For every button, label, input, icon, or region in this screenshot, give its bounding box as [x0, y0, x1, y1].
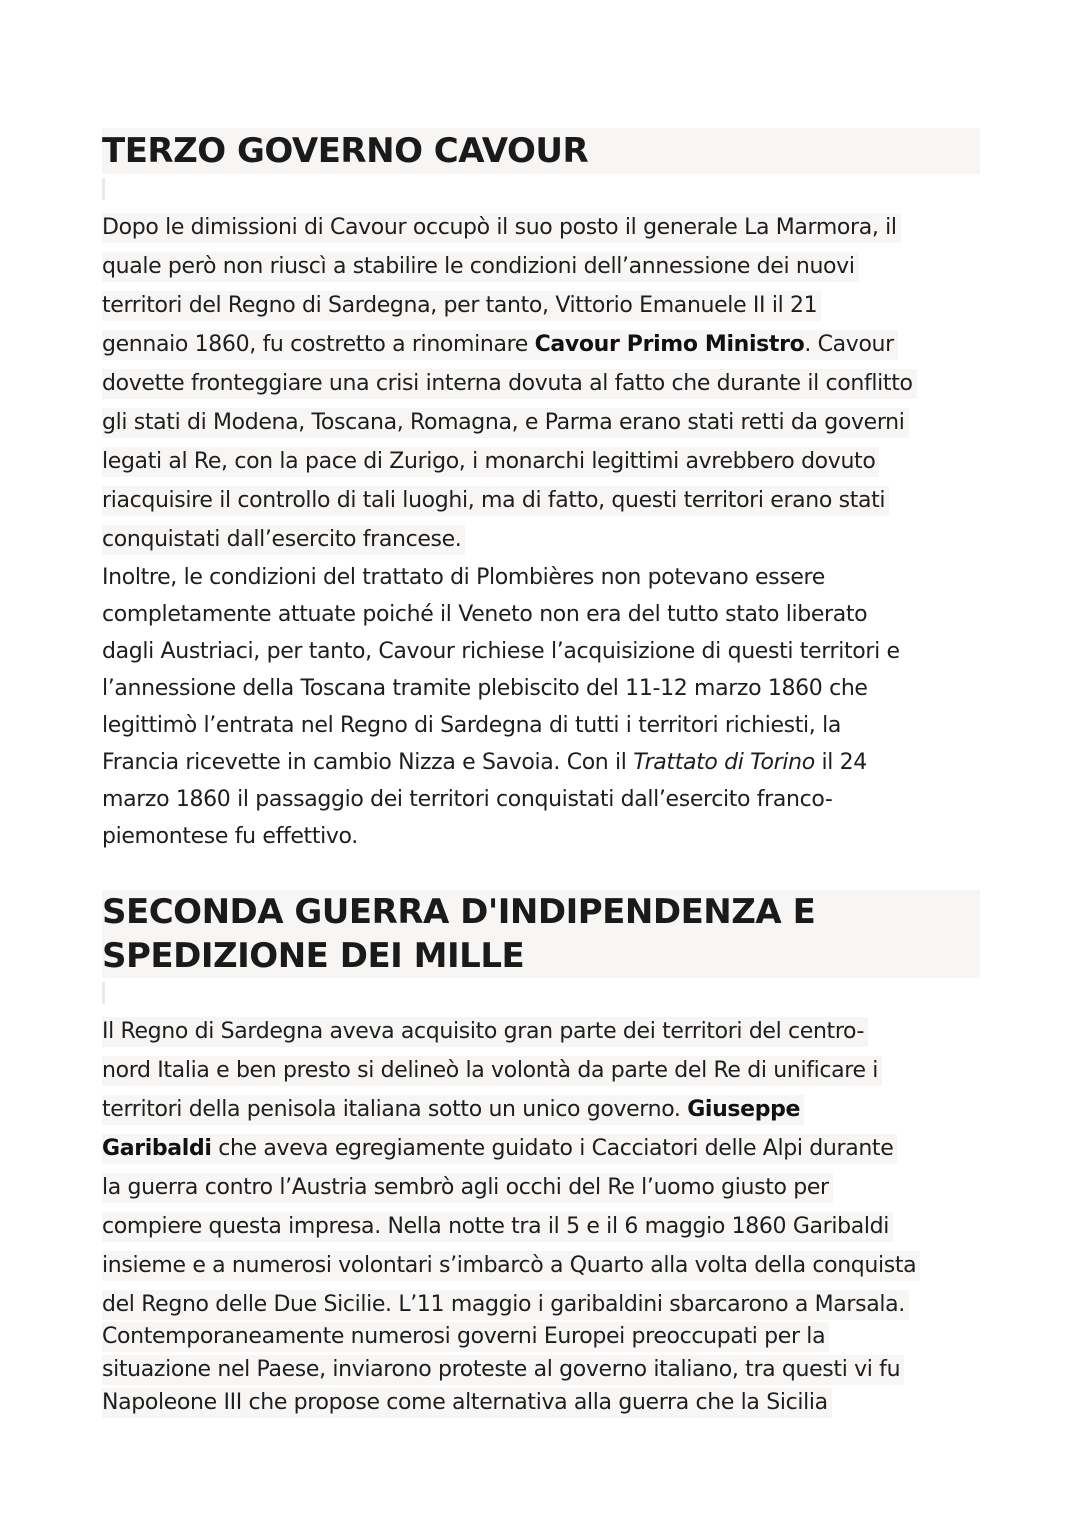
paragraph-line: gli stati di Modena, Toscana, Romagna, e Parma erano stati retti da governi: [102, 408, 909, 438]
paragraph-line: del Regno delle Due Sicilie. L’11 maggio i garibaldini sbarcarono a Marsala.: [102, 1290, 909, 1320]
paragraph-line: piemontese fu effettivo.: [102, 824, 358, 849]
bold-text: Giuseppe: [687, 1097, 801, 1122]
paragraph-line: Contemporaneamente numerosi governi Europei preoccupati per la: [102, 1322, 829, 1352]
paragraph-line: dagli Austriaci, per tanto, Cavour richiese l’acquisizione di questi territori e: [102, 639, 900, 664]
paragraph-line: l’annessione della Toscana tramite plebiscito del 11-12 marzo 1860 che: [102, 676, 868, 701]
paragraph-line: Napoleone III che propose come alternativa alla guerra che la Sicilia: [102, 1388, 832, 1418]
paragraph-line: Il Regno di Sardegna aveva acquisito gran parte dei territori del centro-: [102, 1017, 868, 1047]
paragraph-line: insieme e a numerosi volontari s’imbarcò a Quarto alla volta della conquista: [102, 1251, 920, 1281]
paragraph-line: legati al Re, con la pace di Zurigo, i monarchi legittimi avrebbero dovuto: [102, 447, 879, 477]
paragraph-line: riacquisire il controllo di tali luoghi, ma di fatto, questi territori erano stati: [102, 486, 889, 516]
paragraph-line: completamente attuate poiché il Veneto non era del tutto stato liberato: [102, 602, 868, 627]
heading-seconda-guerra: [102, 890, 980, 978]
bold-text: Garibaldi: [102, 1136, 212, 1161]
heading-line: SPEDIZIONE DEI MILLE: [102, 936, 525, 976]
paragraph-line: territori del Regno di Sardegna, per tanto, Vittorio Emanuele II il 21: [102, 291, 821, 321]
empty-line-marker: [102, 178, 105, 200]
paragraph-line: la guerra contro l’Austria sembrò agli occhi del Re l’uomo giusto per: [102, 1173, 833, 1203]
paragraph-line: Garibaldi che aveva egregiamente guidato i Cacciatori delle Alpi durante: [102, 1134, 897, 1164]
paragraph-line: situazione nel Paese, inviarono proteste al governo italiano, tra questi vi fu: [102, 1355, 904, 1385]
italic-text: Trattato di Torino: [633, 750, 815, 775]
paragraph-line: Francia ricevette in cambio Nizza e Savoia. Con il Trattato di Torino il 24: [102, 750, 867, 775]
paragraph-line: conquistati dall’esercito francese.: [102, 525, 465, 555]
heading-line: SECONDA GUERRA D'INDIPENDENZA E: [102, 892, 816, 932]
empty-line-marker: [102, 982, 105, 1004]
paragraph-line: legittimò l’entrata nel Regno di Sardegna di tutti i territori richiesti, la: [102, 713, 841, 738]
bold-text: Cavour Primo Ministro: [534, 332, 805, 357]
paragraph-line: quale però non riuscì a stabilire le condizioni dell’annessione dei nuovi: [102, 252, 859, 282]
paragraph-line: compiere questa impresa. Nella notte tra il 5 e il 6 maggio 1860 Garibaldi: [102, 1212, 893, 1242]
paragraph-line: Inoltre, le condizioni del trattato di Plombières non potevano essere: [102, 565, 825, 590]
paragraph-line: marzo 1860 il passaggio dei territori conquistati dall’esercito franco-: [102, 787, 833, 812]
paragraph-line: territori della penisola italiana sotto un unico governo. Giuseppe: [102, 1095, 804, 1125]
paragraph-line: nord Italia e ben presto si delineò la volontà da parte del Re di unificare i: [102, 1056, 882, 1086]
paragraph-line: dovette fronteggiare una crisi interna dovuta al fatto che durante il conflitto: [102, 369, 917, 399]
paragraph-line: gennaio 1860, fu costretto a rinominare Cavour Primo Ministro. Cavour: [102, 330, 898, 360]
paragraph-line: Dopo le dimissioni di Cavour occupò il suo posto il generale La Marmora, il: [102, 213, 901, 243]
heading-terzo-governo-cavour: TERZO GOVERNO CAVOUR: [102, 128, 980, 174]
